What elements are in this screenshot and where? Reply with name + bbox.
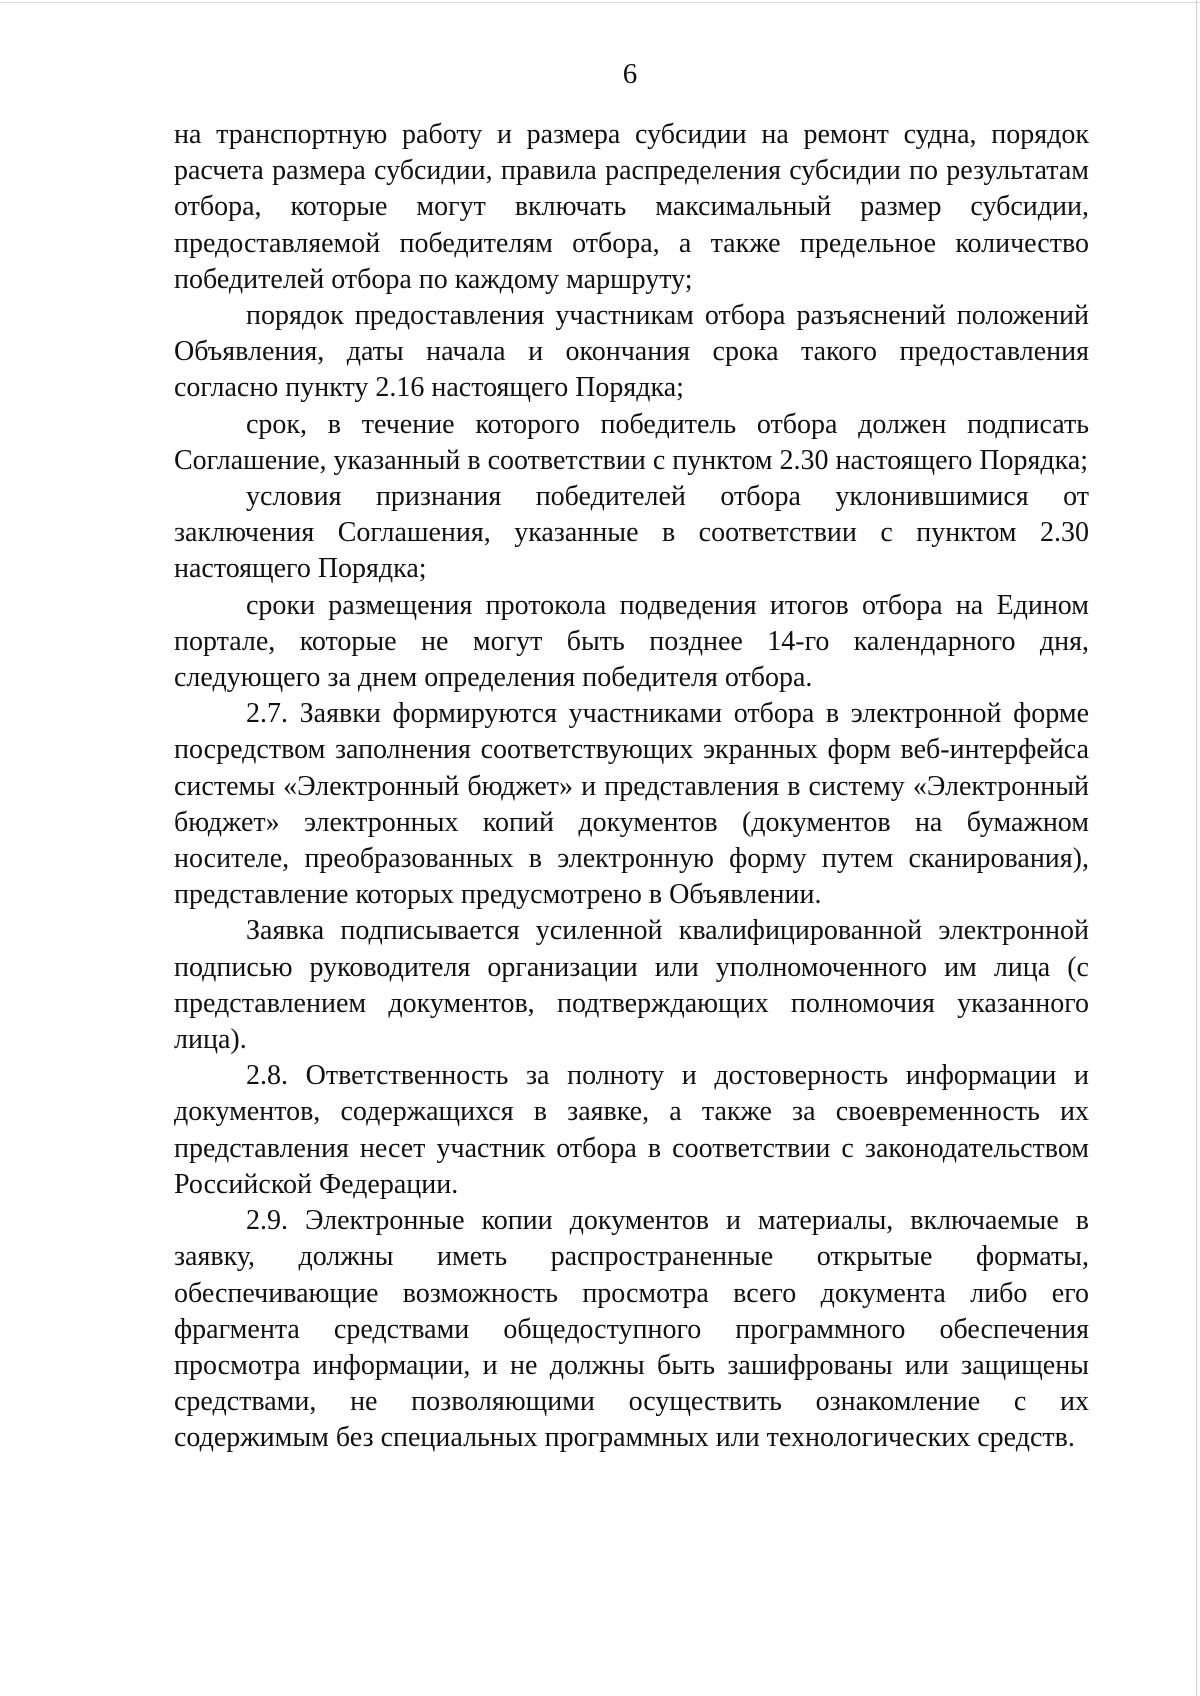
paragraph-evasion-conditions: условия признания победителей отбора уклонившимися от заключения Соглашения, указанные в соответствии с пунктом 2.30 настоящего Порядка;	[174, 481, 1089, 585]
page-number: 6	[622, 58, 638, 90]
scan-edge-top	[0, 2, 1200, 3]
paragraph-signature: Заявка подписывается усиленной квалифицированной электронной подписью руководителя организации или уполномоченного им лица (с представлением документов, подтверждающих полномочия указанного лица).	[174, 915, 1089, 1056]
paragraph-2-8: 2.8. Ответственность за полноту и достоверность информации и документов, содержащихся в заявке, а также за своевременность их представления несет участник отбора в соответствии с законодательством Российской Федерации.	[174, 1060, 1089, 1200]
paragraph-signing-deadline: срок, в течение которого победитель отбора должен подписать Соглашение, указанный в соответствии с пунктом 2.30 настоящего Порядка;	[174, 408, 1089, 476]
body-text	[174, 117, 1089, 1457]
paragraph-2-7: 2.7. Заявки формируются участниками отбора в электронной форме посредством заполнения соответствующих экранных форм веб-интерфейса системы «Электронный бюджет» и представления в систему «Электронный бюджет» электронных копий документов (документов на бумажном носителе, преобразованных в электронную форму путем сканирования), представление которых предусмотрено в Объявлении.	[174, 698, 1089, 911]
paragraph-protocol-deadline: сроки размещения протокола подведения итогов отбора на Едином портале, которые не могут быть позднее 14-го календарного дня, следующего за днем определения победителя отбора.	[174, 589, 1089, 694]
paragraph-clarification-procedure: порядок предоставления участникам отбора разъяснений положений Объявления, даты начала и окончания срока такого предоставления согласно пункту 2.16 настоящего Порядка;	[174, 300, 1089, 404]
paragraph-continuation: на транспортную работу и размера субсидии на ремонт судна, порядок расчета размера субсидии, правила распределения субсидии по результатам отбора, которые могут включать максимальный размер субсидии, предоставляемой победителям отбора, а также предельное количество победителей отбора по каждому маршруту;	[174, 119, 1089, 295]
scan-edge-right	[1196, 0, 1197, 1696]
paragraph-2-9: 2.9. Электронные копии документов и материалы, включаемые в заявку, должны иметь распространенные открытые форматы, обеспечивающие возможность просмотра всего документа либо его фрагмента средствами общедоступного программного обеспечения просмотра информации, и не должны быть зашифрованы или защищены средствами, не позволяющими осуществить ознакомление с их содержимым без специальных программных или технологических средств.	[174, 1205, 1089, 1454]
